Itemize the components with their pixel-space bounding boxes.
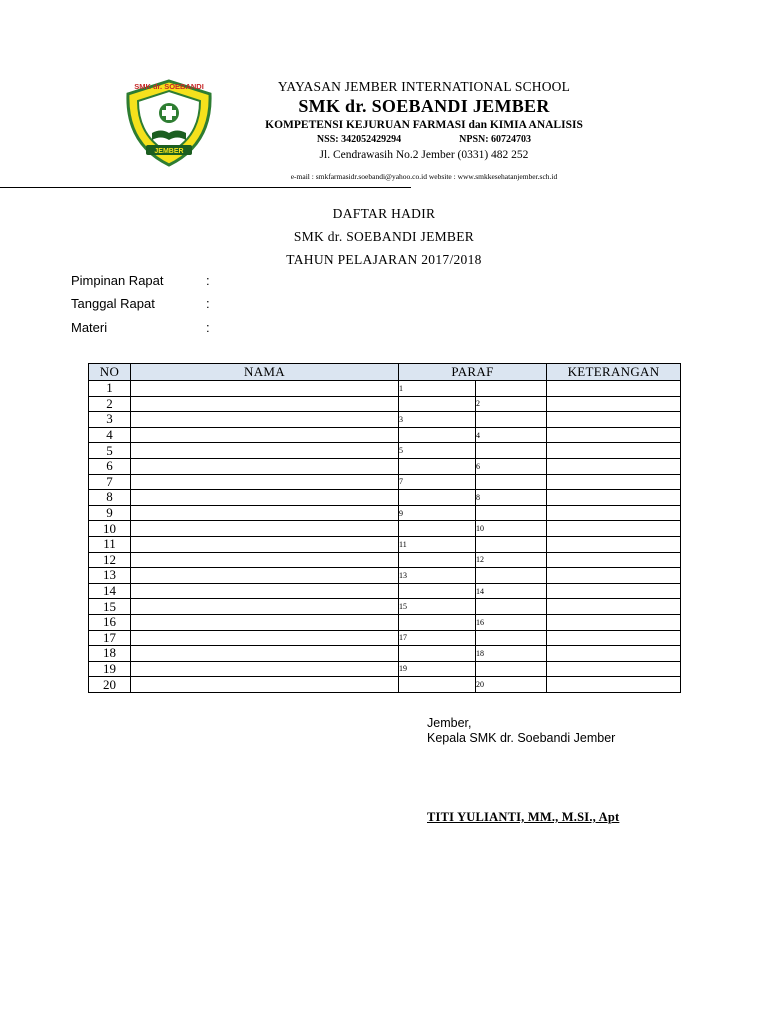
attendance-table — [88, 363, 681, 693]
keterangan-cell[interactable] — [547, 646, 681, 662]
paraf-cell[interactable] — [476, 630, 547, 646]
paraf-cell-numbered[interactable]: 11 — [399, 536, 476, 552]
table-row — [89, 536, 681, 552]
row-number: 15 — [89, 599, 131, 615]
keterangan-cell[interactable] — [547, 583, 681, 599]
row-number: 12 — [89, 552, 131, 568]
row-number: 5 — [89, 443, 131, 459]
row-number: 19 — [89, 661, 131, 677]
row-number: 20 — [89, 677, 131, 693]
table-row — [89, 583, 681, 599]
paraf-cell-numbered[interactable]: 8 — [476, 490, 547, 506]
school-name: SMK dr. SOEBANDI JEMBER — [298, 96, 550, 116]
table-row — [89, 490, 681, 506]
table-header-row — [89, 364, 681, 381]
name-cell[interactable] — [131, 536, 399, 552]
school-address: Jl. Cendrawasih No.2 Jember (0331) 482 252 — [319, 149, 529, 161]
keterangan-cell[interactable] — [547, 443, 681, 459]
keterangan-cell[interactable] — [547, 505, 681, 521]
paraf-cell[interactable] — [399, 677, 476, 693]
row-number: 6 — [89, 458, 131, 474]
paraf-cell[interactable] — [476, 474, 547, 490]
paraf-cell[interactable] — [476, 661, 547, 677]
paraf-cell[interactable] — [476, 412, 547, 428]
name-cell[interactable] — [131, 474, 399, 490]
header-divider — [0, 187, 411, 188]
table-row — [89, 443, 681, 459]
paraf-cell[interactable] — [399, 490, 476, 506]
paraf-cell[interactable] — [476, 568, 547, 584]
row-number: 4 — [89, 427, 131, 443]
name-cell[interactable] — [131, 677, 399, 693]
paraf-cell-numbered[interactable]: 13 — [399, 568, 476, 584]
keterangan-cell[interactable] — [547, 412, 681, 428]
name-cell[interactable] — [131, 458, 399, 474]
row-number: 8 — [89, 490, 131, 506]
logo-bottom-text: JEMBER — [154, 148, 184, 155]
paraf-cell[interactable] — [476, 599, 547, 615]
row-number: 13 — [89, 568, 131, 584]
keterangan-cell[interactable] — [547, 490, 681, 506]
signature-place: Jember, — [427, 716, 472, 730]
paraf-cell-numbered[interactable]: 15 — [399, 599, 476, 615]
row-number: 16 — [89, 614, 131, 630]
table-row — [89, 630, 681, 646]
row-number: 1 — [89, 381, 131, 397]
keterangan-cell[interactable] — [547, 599, 681, 615]
paraf-cell-numbered[interactable]: 5 — [399, 443, 476, 459]
npsn-number: NPSN: 60724703 — [459, 134, 532, 145]
academic-year: TAHUN PELAJARAN 2017/2018 — [286, 252, 482, 267]
paraf-cell[interactable] — [399, 396, 476, 412]
nss-number: NSS: 342052429294 — [316, 134, 402, 145]
table-row — [89, 661, 681, 677]
row-number: 3 — [89, 412, 131, 428]
table-row — [89, 599, 681, 615]
keterangan-cell[interactable] — [547, 661, 681, 677]
paraf-cell[interactable] — [476, 443, 547, 459]
paraf-cell[interactable] — [399, 614, 476, 630]
field-label-tanggal-rapat: Tanggal Rapat — [71, 296, 155, 311]
paraf-cell[interactable] — [399, 552, 476, 568]
name-cell[interactable] — [131, 630, 399, 646]
name-cell[interactable] — [131, 552, 399, 568]
document-subtitle: SMK dr. SOEBANDI JEMBER — [293, 229, 475, 244]
paraf-cell[interactable] — [399, 583, 476, 599]
row-number: 9 — [89, 505, 131, 521]
keterangan-cell[interactable] — [547, 677, 681, 693]
name-cell[interactable] — [131, 521, 399, 537]
paraf-cell-numbered[interactable]: 10 — [476, 521, 547, 537]
keterangan-cell[interactable] — [547, 568, 681, 584]
competence-text: KOMPETENSI KEJURUAN FARMASI dan KIMIA ANALISIS — [265, 119, 583, 131]
keterangan-cell[interactable] — [547, 552, 681, 568]
paraf-cell[interactable] — [399, 458, 476, 474]
field-colon: : — [206, 296, 210, 311]
field-label-pimpinan-rapat: Pimpinan Rapat — [71, 273, 164, 288]
attendance-rows — [89, 381, 681, 693]
paraf-cell[interactable] — [399, 646, 476, 662]
keterangan-cell[interactable] — [547, 458, 681, 474]
keterangan-cell[interactable] — [547, 614, 681, 630]
name-cell[interactable] — [131, 583, 399, 599]
keterangan-cell[interactable] — [547, 536, 681, 552]
paraf-cell-numbered[interactable]: 7 — [399, 474, 476, 490]
paraf-cell-numbered[interactable]: 18 — [476, 646, 547, 662]
table-row — [89, 505, 681, 521]
row-number: 18 — [89, 646, 131, 662]
name-cell[interactable] — [131, 505, 399, 521]
row-number: 11 — [89, 536, 131, 552]
table-row — [89, 381, 681, 397]
table-row — [89, 521, 681, 537]
table-row — [89, 646, 681, 662]
table-row — [89, 474, 681, 490]
table-row — [89, 552, 681, 568]
logo-top-text: SMK dr. SOEBANDI — [134, 82, 204, 91]
document-title: DAFTAR HADIR — [332, 206, 436, 221]
keterangan-cell[interactable] — [547, 396, 681, 412]
paraf-cell-numbered[interactable]: 1 — [399, 381, 476, 397]
paraf-cell-numbered[interactable]: 17 — [399, 630, 476, 646]
name-cell[interactable] — [131, 599, 399, 615]
keterangan-cell[interactable] — [547, 521, 681, 537]
school-logo — [124, 79, 214, 167]
keterangan-cell[interactable] — [547, 630, 681, 646]
name-cell[interactable] — [131, 412, 399, 428]
row-number: 2 — [89, 396, 131, 412]
paraf-cell-numbered[interactable]: 9 — [399, 505, 476, 521]
column-header-paraf: PARAF — [399, 364, 547, 381]
contact-line: e-mail : smkfarmasidr.soebandi@yahoo.co.id website : www.smkkesehatanjember.sch.id — [290, 172, 558, 181]
name-cell[interactable] — [131, 427, 399, 443]
registration-numbers — [220, 134, 628, 145]
table-row — [89, 614, 681, 630]
name-cell[interactable] — [131, 568, 399, 584]
row-number: 17 — [89, 630, 131, 646]
name-cell[interactable] — [131, 490, 399, 506]
name-cell[interactable] — [131, 381, 399, 397]
row-number: 7 — [89, 474, 131, 490]
table-row — [89, 677, 681, 693]
table-row — [89, 412, 681, 428]
name-cell[interactable] — [131, 443, 399, 459]
paraf-cell-numbered[interactable]: 16 — [476, 614, 547, 630]
row-number: 14 — [89, 583, 131, 599]
paraf-cell-numbered[interactable]: 3 — [399, 412, 476, 428]
table-row — [89, 458, 681, 474]
paraf-cell-numbered[interactable]: 14 — [476, 583, 547, 599]
table-row — [89, 568, 681, 584]
keterangan-cell[interactable] — [547, 474, 681, 490]
paraf-cell-numbered[interactable]: 4 — [476, 427, 547, 443]
paraf-cell-numbered[interactable]: 19 — [399, 661, 476, 677]
column-header-nama: NAMA — [131, 364, 399, 381]
column-header-no: NO — [89, 364, 131, 381]
name-cell[interactable] — [131, 396, 399, 412]
paraf-cell[interactable] — [476, 505, 547, 521]
signatory-name: TITI YULIANTI, MM., M.SI., Apt — [427, 810, 620, 824]
signature-position: Kepala SMK dr. Soebandi Jember — [427, 731, 616, 745]
name-cell[interactable] — [131, 646, 399, 662]
keterangan-cell[interactable] — [547, 427, 681, 443]
name-cell[interactable] — [131, 614, 399, 630]
paraf-cell-numbered[interactable]: 20 — [476, 677, 547, 693]
paraf-cell-numbered[interactable]: 12 — [476, 552, 547, 568]
field-colon: : — [206, 320, 210, 335]
keterangan-cell[interactable] — [547, 381, 681, 397]
field-colon: : — [206, 273, 210, 288]
paraf-cell[interactable] — [476, 536, 547, 552]
row-number: 10 — [89, 521, 131, 537]
foundation-name: YAYASAN JEMBER INTERNATIONAL SCHOOL — [277, 79, 571, 94]
field-label-materi: Materi — [71, 320, 108, 335]
name-cell[interactable] — [131, 661, 399, 677]
table-row — [89, 427, 681, 443]
paraf-cell-numbered[interactable]: 2 — [476, 396, 547, 412]
column-header-keterangan: KETERANGAN — [547, 364, 681, 381]
paraf-cell[interactable] — [399, 521, 476, 537]
paraf-cell[interactable] — [399, 427, 476, 443]
table-row — [89, 396, 681, 412]
paraf-cell[interactable] — [476, 381, 547, 397]
paraf-cell-numbered[interactable]: 6 — [476, 458, 547, 474]
